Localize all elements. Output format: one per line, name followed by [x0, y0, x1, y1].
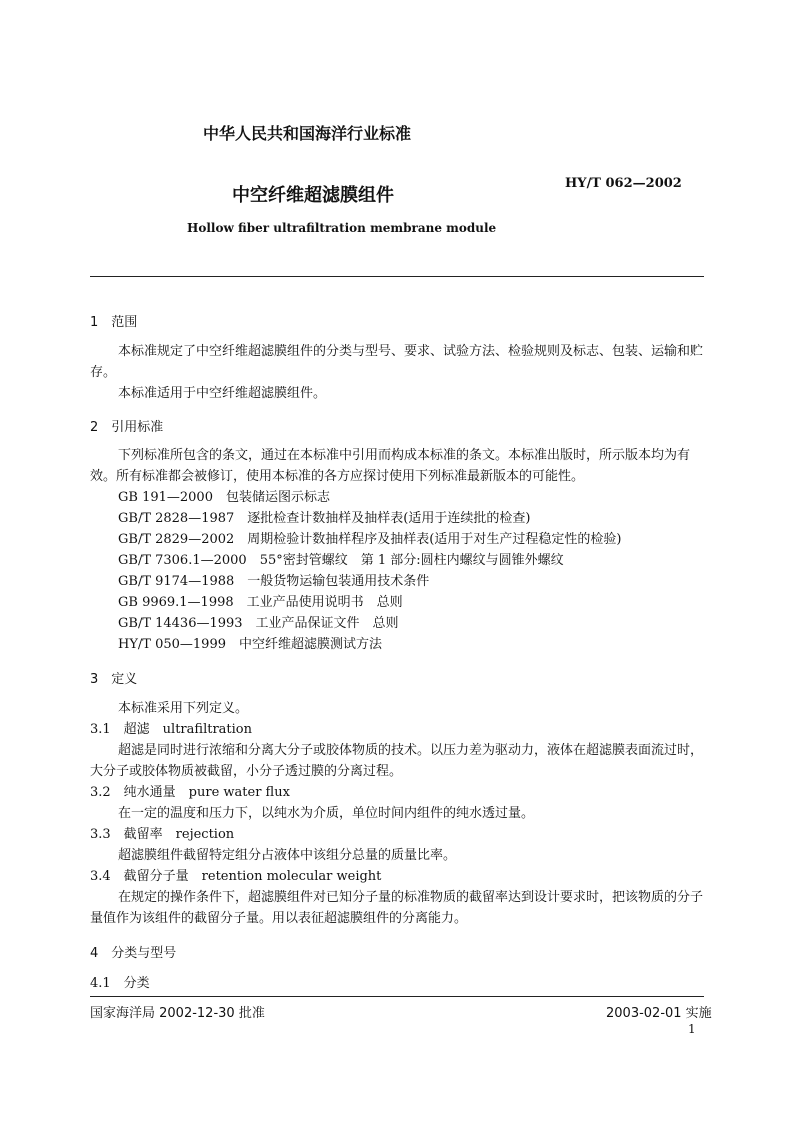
page-number: 1 [688, 1022, 696, 1036]
english-title: Hollow fiber ultrafiltration membrane module [187, 221, 497, 235]
section-3-heading: 3 定义 [90, 672, 138, 687]
section-2-heading: 2 引用标准 [90, 420, 164, 435]
section-1-para-1: 本标准规定了中空纤维超滤膜组件的分类与型号、要求、试验方法、检验规则及标志、包装、运输和贮存。 [90, 344, 704, 380]
definition-term: 3.1 超滤 ultrafiltration [90, 722, 252, 737]
reference-item: GB/T 2829—2002 周期检验计数抽样程序及抽样表(适用于对生产过程稳定性的检验) [118, 532, 622, 547]
section-4-1-heading: 4.1 分类 [90, 976, 150, 991]
definition-text: 在一定的温度和压力下，以纯水为介质，单位时间内组件的纯水透过量。 [118, 806, 535, 821]
section-2-intro: 下列标准所包含的条文，通过在本标准中引用而构成本标准的条文。本标准出版时，所示版本均为有效。所有标准都会被修订，使用本标准的各方应探讨使用下列标准最新版本的可能性。 [90, 448, 691, 484]
definition-term: 3.3 截留率 rejection [90, 827, 235, 842]
section-3-intro: 本标准采用下列定义。 [118, 701, 249, 716]
definition-term: 3.4 截留分子量 retention molecular weight [90, 869, 382, 884]
reference-item: GB/T 7306.1—2000 55°密封管螺纹 第 1 部分:圆柱内螺纹与圆锥外螺纹 [118, 553, 564, 568]
reference-item: GB/T 14436—1993 工业产品保证文件 总则 [118, 616, 399, 631]
section-1-para-2: 本标准适用于中空纤维超滤膜组件。 [118, 386, 327, 401]
approval-date: 国家海洋局 2002-12-30 批准 [90, 1006, 265, 1021]
section-4-heading: 4 分类与型号 [90, 946, 177, 961]
reference-item: GB 9969.1—1998 工业产品使用说明书 总则 [118, 595, 403, 610]
reference-item: GB/T 9174—1988 一般货物运输包装通用技术条件 [118, 574, 430, 589]
document-title: 中空纤维超滤膜组件 [232, 185, 394, 206]
org-title: 中华人民共和国海洋行业标准 [203, 124, 412, 143]
reference-item: GB/T 2828—1987 逐批检查计数抽样及抽样表(适用于连续批的检查) [118, 511, 531, 526]
definition-text: 超滤膜组件截留特定组分占液体中该组分总量的质量比率。 [118, 848, 457, 863]
reference-item: HY/T 050—1999 中空纤维超滤膜测试方法 [118, 637, 382, 652]
definition-term: 3.2 纯水通量 pure water flux [90, 785, 290, 800]
effective-date: 2003-02-01 实施 [606, 1006, 712, 1021]
section-1-heading: 1 范围 [90, 315, 138, 330]
definition-text: 在规定的操作条件下，超滤膜组件对已知分子量的标准物质的截留率达到设计要求时，把该物质的分子量值作为该组件的截留分子量。用以表征超滤膜组件的分离能力。 [90, 890, 704, 926]
header-divider [90, 276, 704, 277]
standard-number: HY/T 062—2002 [565, 176, 682, 191]
footer-divider [90, 996, 704, 997]
definition-text: 超滤是同时进行浓缩和分离大分子或胶体物质的技术。以压力差为驱动力，液体在超滤膜表面流过时，大分子或胶体物质被截留，小分子透过膜的分离过程。 [90, 743, 704, 779]
reference-item: GB 191—2000 包装储运图示标志 [118, 490, 330, 505]
